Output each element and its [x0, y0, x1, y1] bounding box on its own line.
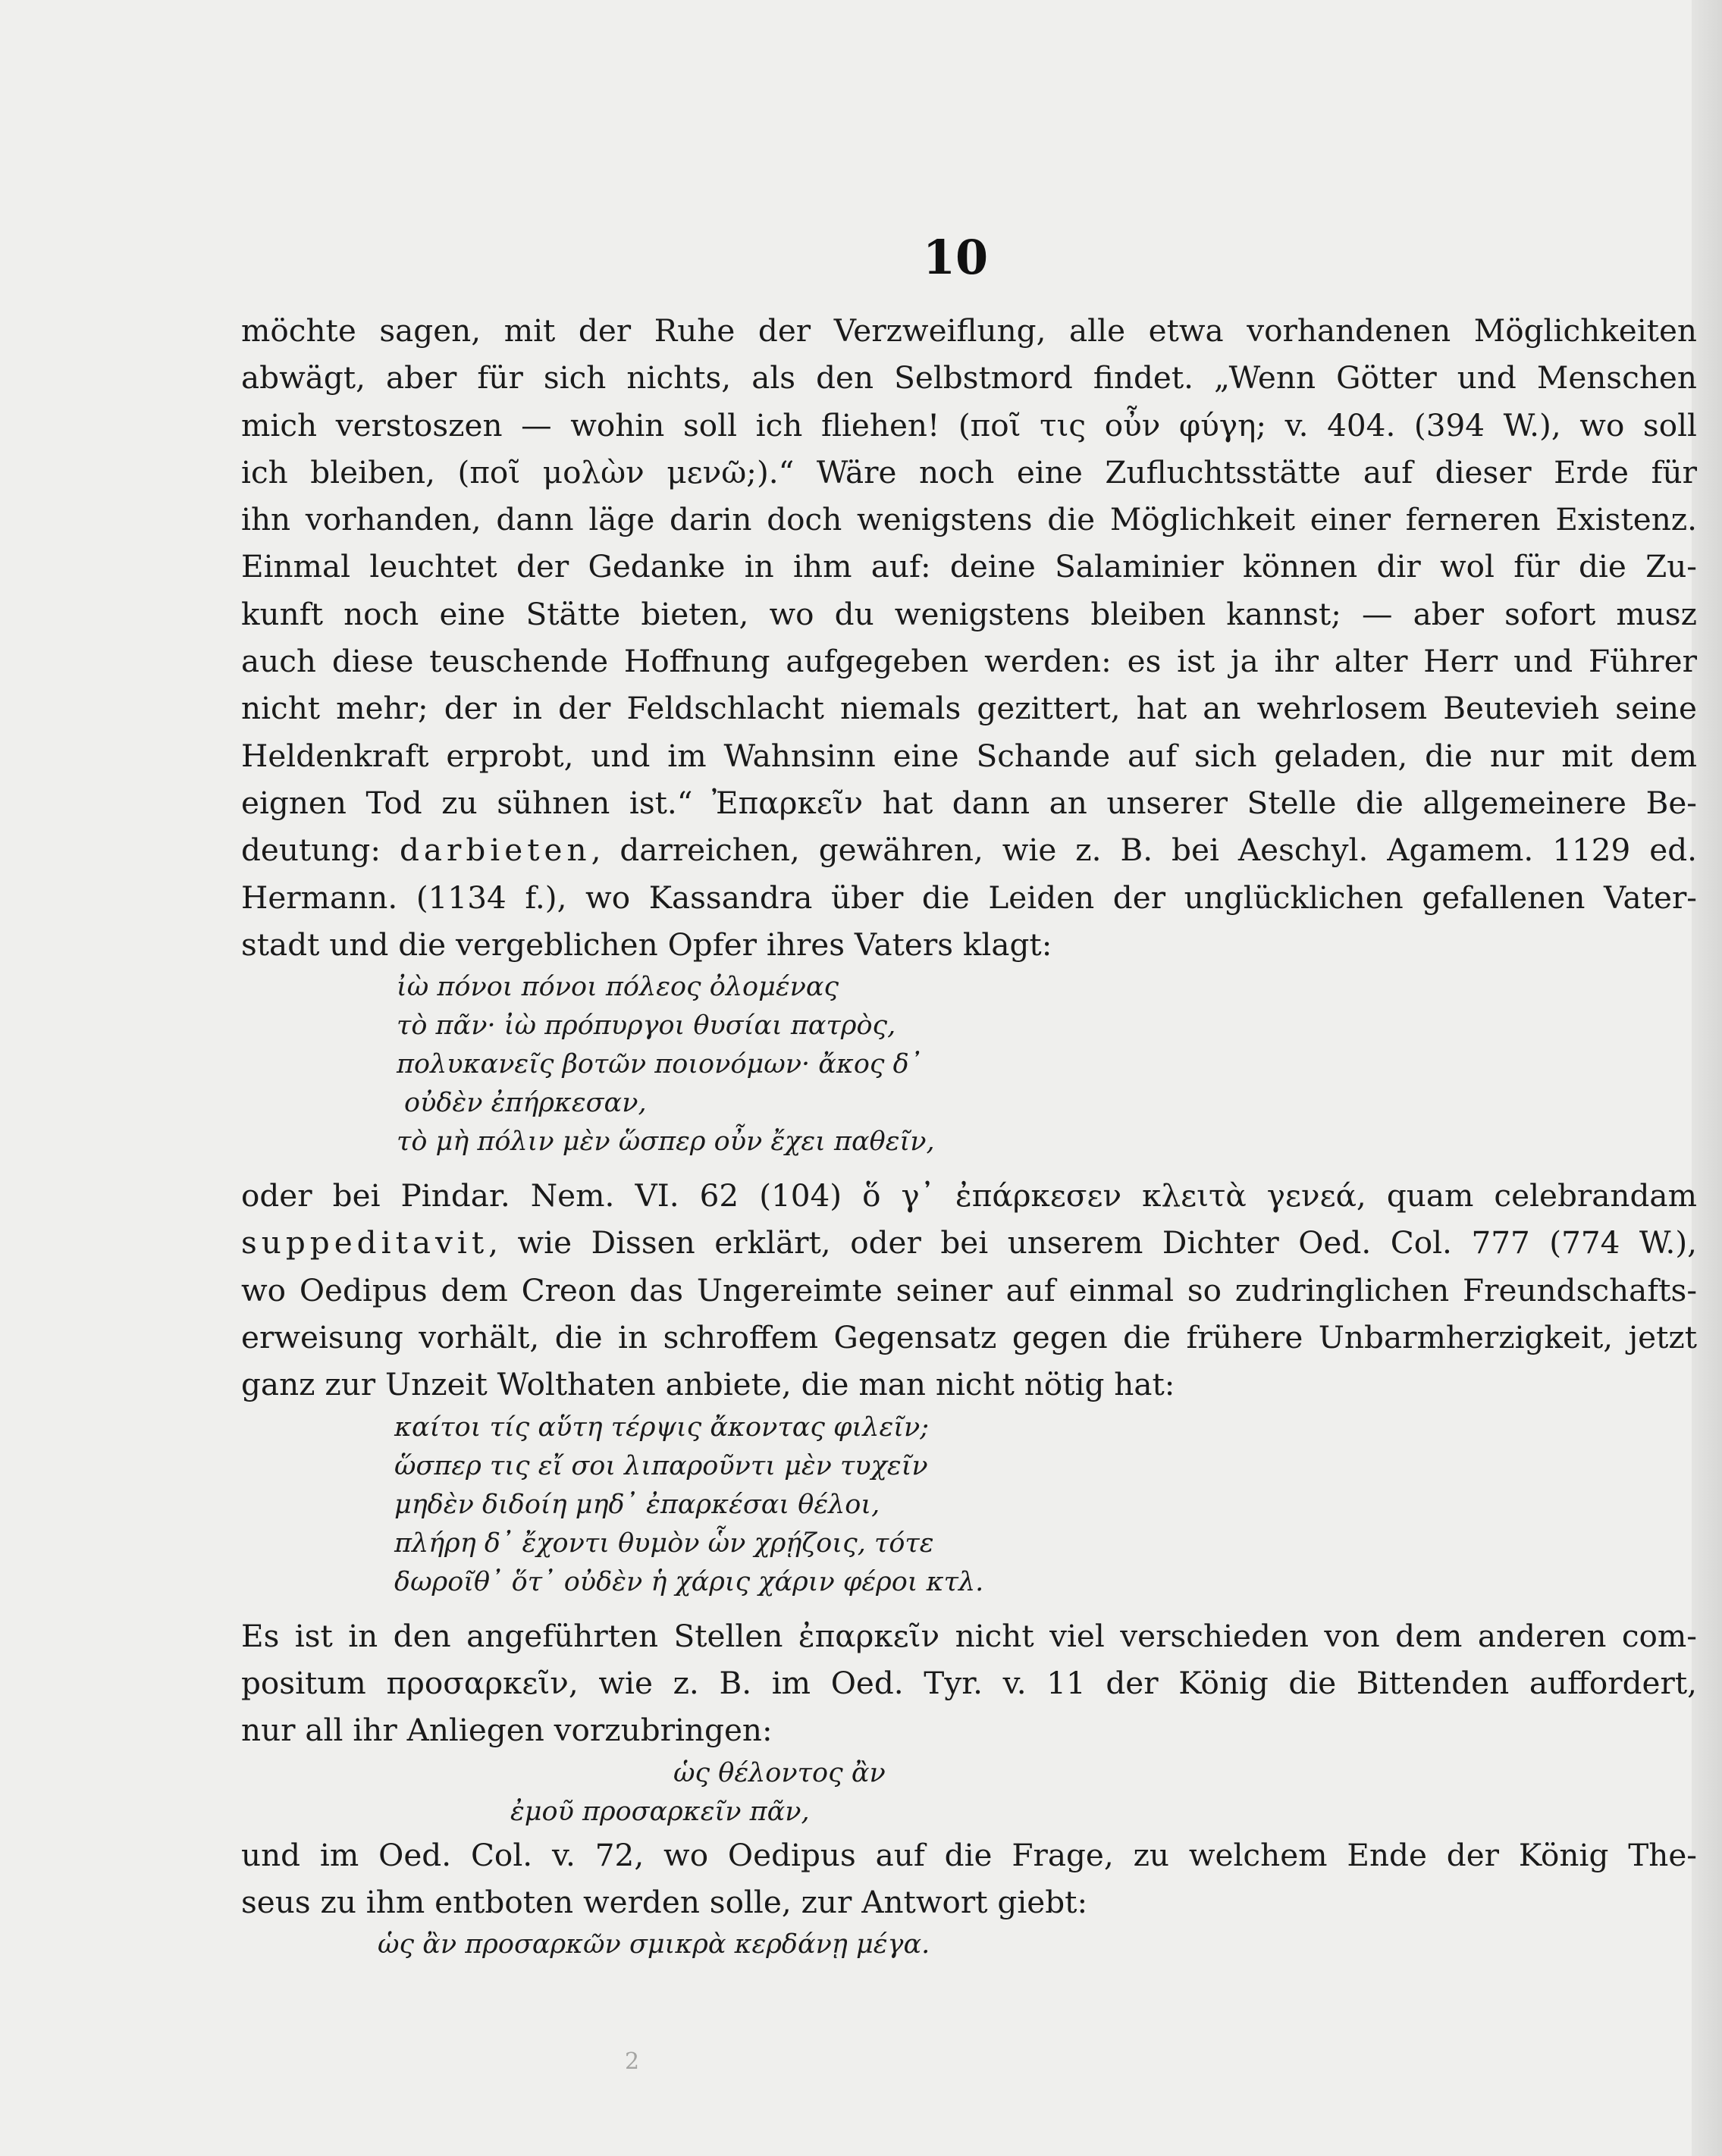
- verse-line: ὥσπερ τις εἴ σοι λιπαροῦντι μὲν τυχεῖν: [394, 1450, 928, 1481]
- text-fragment: , darreichen, gewähren, wie z. B. bei Aeschyl. Agamem. 1129 ed.: [591, 832, 1697, 869]
- text-line: [241, 826, 1697, 873]
- text-line: Einmal leuchtet der Gedanke in ihm auf: deine Salaminier können dir wol für die Zu-: [241, 548, 1697, 585]
- text-fragment: deutung:: [241, 832, 400, 869]
- verse-line: ἰὼ πόνοι πόνοι πόλεος ὀλομένας: [397, 972, 839, 1003]
- greek-quote-oed-col: [241, 1409, 1697, 1602]
- text-line: erweisung vorhält, die in schroffem Gegensatz gegen die frühere Unbarmherzigkeit, jetzt: [241, 1319, 1697, 1356]
- text-line: möchte sagen, mit der Ruhe der Verzweiflung, alle etwa vorhandenen Möglichkeiten: [241, 312, 1697, 349]
- text-line: abwägt, aber für sich nichts, als den Selbstmord findet. „Wenn Götter und Menschen: [241, 359, 1697, 396]
- emphasized-word: suppeditavit: [241, 1224, 489, 1261]
- text-line: stadt und die vergeblichen Opfer ihres Vaters klagt:: [241, 926, 1052, 963]
- verse-line: πολυκανεῖς βοτῶν ποιονόμων· ἄκος δ᾽: [397, 1049, 923, 1080]
- verse-line: τὸ μὴ πόλιν μὲν ὥσπερ οὖν ἔχει παθεῖν,: [397, 1127, 935, 1158]
- text-line: auch diese teuschende Hoffnung aufgegeben werden: es ist ja ihr alter Herr und Führer: [241, 643, 1697, 680]
- verse-line: ὡς θέλοντος ἂν: [673, 1757, 886, 1788]
- text-line: oder bei Pindar. Nem. VI. 62 (104) ὅ γ᾽ ἐπάρκεσεν κλειτὰ γενεά, quam celebrandam: [241, 1177, 1697, 1214]
- text-line: und im Oed. Col. v. 72, wo Oedipus auf die Frage, zu welchem Ende der König The-: [241, 1836, 1697, 1873]
- page-text: [241, 307, 1697, 1964]
- text-line: nur all ihr Anliegen vorzubringen:: [241, 1712, 773, 1749]
- verse-line: οὐδὲν ἐπήρκεσαν,: [404, 1088, 647, 1119]
- text-fragment: , wie Dissen erklärt, oder bei unserem Dichter Oed. Col. 777 (774 W.),: [488, 1224, 1697, 1261]
- verse-line: δωροῖθ᾽ ὅτ᾽ οὐδὲν ἡ χάρις χάριν φέροι κτλ.: [394, 1566, 984, 1597]
- text-line: Es ist in den angeführten Stellen ἐπαρκεῖν nicht viel verschieden von dem anderen com-: [241, 1617, 1697, 1654]
- paragraph-2: [241, 1172, 1697, 1408]
- text-line: seus zu ihm entboten werden solle, zur Antwort giebt:: [241, 1883, 1088, 1920]
- text-line: nicht mehr; der in der Feldschlacht niemals gezittert, hat an wehrlosem Beutevieh seine: [241, 690, 1697, 727]
- text-line: [241, 1219, 1697, 1266]
- text-line: ihn vorhanden, dann läge darin doch wenigstens die Möglichkeit einer ferneren Existenz.: [241, 501, 1697, 538]
- text-line: ich bleiben, (ποῖ μολὼν μενῶ;).“ Wäre noch eine Zufluchtsstätte auf dieser Erde für: [241, 453, 1697, 490]
- text-line: positum προσαρκεῖν, wie z. B. im Oed. Tyr. v. 11 der König die Bittenden auffordert,: [241, 1664, 1697, 1701]
- paragraph-1: [241, 307, 1697, 968]
- greek-quote-oed-tyr: [241, 1754, 1697, 1832]
- verse-line: καίτοι τίς αὕτη τέρψις ἄκοντας φιλεῖν;: [394, 1412, 930, 1443]
- text-line: Heldenkraft erprobt, und im Wahnsinn eine Schande auf sich geladen, die nur mit dem: [241, 737, 1697, 774]
- verse-line: μηδὲν διδοίη μηδ᾽ ἐπαρκέσαι θέλοι,: [394, 1489, 880, 1520]
- page-number: 10: [922, 230, 989, 285]
- verse-line: ὡς ἂν προσαρκῶν σμικρὰ κερδάνῃ μέγα.: [378, 1929, 930, 1960]
- text-line: Hermann. (1134 f.), wo Kassandra über die Leiden der unglücklichen gefallenen Vater-: [241, 879, 1697, 916]
- text-line: mich verstoszen — wohin soll ich fliehen! (ποῖ τις οὖν φύγη; v. 404. (394 W.), wo soll: [241, 406, 1697, 443]
- text-line: ganz zur Unzeit Wolthaten anbiete, die man nicht nötig hat:: [241, 1366, 1175, 1403]
- text-line: wo Oedipus dem Creon das Ungereimte seiner auf einmal so zudringlichen Freundschafts-: [241, 1271, 1697, 1308]
- verse-line: πλήρη δ᾽ ἔχοντι θυμὸν ὧν χρῄζοις, τότε: [394, 1528, 934, 1559]
- bleed-through-mark: 2: [625, 2048, 640, 2075]
- verse-line: τὸ πᾶν· ἰὼ πρόπυργοι θυσίαι πατρὸς,: [397, 1011, 896, 1042]
- paragraph-3: [241, 1612, 1697, 1754]
- text-line: kunft noch eine Stätte bieten, wo du wenigstens bleiben kannst; — aber sofort musz: [241, 595, 1697, 632]
- greek-quote-aeschylus: [241, 968, 1697, 1161]
- greek-quote-oed-col-72: [241, 1926, 1697, 1964]
- text-line: eignen Tod zu sühnen ist.“ Ἐπαρκεῖν hat dann an unserer Stelle die allgemeinere Be-: [241, 784, 1697, 821]
- verse-line: ἐμοῦ προσαρκεῖν πᾶν,: [510, 1796, 810, 1827]
- paragraph-4: [241, 1832, 1697, 1926]
- emphasized-word: darbieten: [399, 832, 591, 869]
